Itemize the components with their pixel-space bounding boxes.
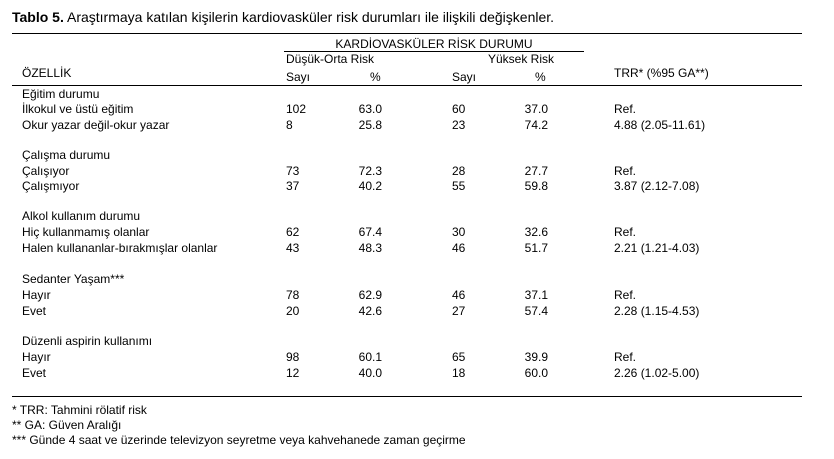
group-title: Düzenli aspirin kullanımı [22, 334, 153, 348]
low-percent: 40.0 [358, 366, 382, 380]
row-label: Evet [22, 366, 47, 380]
low-percent: 25.8 [358, 118, 382, 132]
risk-group-header: KARDİOVASKÜLER RİSK DURUMU [335, 37, 533, 51]
trr-value: 2.28 (1.15-4.53) [614, 304, 700, 318]
feature-column-header: ÖZELLİK [22, 66, 72, 80]
low-percent: 62.9 [358, 288, 382, 302]
high-count: 46 [452, 288, 466, 302]
trr-value: 4.88 (2.05-11.61) [614, 118, 706, 132]
low-count: 8 [286, 118, 293, 132]
header-rule [12, 85, 802, 86]
high-count: 23 [452, 118, 466, 132]
top-rule [12, 33, 802, 34]
group-title: Sedanter Yaşam*** [22, 272, 125, 286]
row-label: Okur yazar değil-okur yazar [22, 118, 170, 132]
footnote: *** Günde 4 saat ve üzerinde televizyon seyretme veya kahvehanede zaman geçirme [12, 433, 466, 447]
low-count: 78 [286, 288, 300, 302]
group-title: Alkol kullanım durumu [22, 209, 141, 223]
trr-value: 2.21 (1.21-4.03) [614, 241, 700, 255]
group-title: Çalışma durumu [22, 148, 111, 162]
low-count: 102 [286, 102, 307, 116]
trr-value: Ref. [614, 350, 637, 364]
low-percent: 63.0 [358, 102, 382, 116]
high-percent: 37.0 [524, 102, 548, 116]
row-label: Halen kullananlar-bırakmışlar olanlar [22, 241, 218, 255]
row-label: Evet [22, 304, 47, 318]
trr-value: 3.87 (2.12-7.08) [614, 179, 700, 193]
low-count: 62 [286, 225, 300, 239]
high-count-header: Sayı [452, 70, 477, 84]
row-label: İlkokul ve üstü eğitim [22, 102, 134, 116]
table-title: Araştırmaya katılan kişilerin kardiovasküler risk durumları ile ilişkili değişkenler. [63, 9, 555, 25]
high-percent: 39.9 [524, 350, 548, 364]
high-count: 55 [452, 179, 466, 193]
high-percent-header: % [535, 70, 546, 84]
high-percent: 74.2 [524, 118, 548, 132]
low-percent: 40.2 [358, 179, 382, 193]
high-percent: 57.4 [524, 304, 548, 318]
high-percent: 27.7 [524, 164, 548, 178]
trr-value: Ref. [614, 288, 637, 302]
high-count: 46 [452, 241, 466, 255]
high-count: 18 [452, 366, 466, 380]
low-mid-risk-header: Düşük-Orta Risk [286, 52, 375, 66]
trr-value: Ref. [614, 225, 637, 239]
low-percent: 67.4 [358, 225, 382, 239]
table-caption [12, 8, 554, 26]
high-percent: 59.8 [524, 179, 548, 193]
low-count: 12 [286, 366, 300, 380]
low-percent: 48.3 [358, 241, 382, 255]
low-percent: 60.1 [358, 350, 382, 364]
low-count: 73 [286, 164, 300, 178]
high-percent: 51.7 [524, 241, 548, 255]
high-percent: 32.6 [524, 225, 548, 239]
high-percent: 60.0 [524, 366, 548, 380]
trr-value: Ref. [614, 164, 637, 178]
high-count: 28 [452, 164, 466, 178]
high-count: 60 [452, 102, 466, 116]
low-count: 43 [286, 241, 300, 255]
low-percent-header: % [370, 70, 381, 84]
table-number: Tablo 5. [12, 9, 64, 25]
footnote: * TRR: Tahmini rölatif risk [12, 403, 147, 417]
row-label: Hayır [22, 350, 51, 364]
low-count: 37 [286, 179, 300, 193]
row-label: Hayır [22, 288, 51, 302]
group-title: Eğitim durumu [22, 87, 100, 101]
bottom-rule [12, 396, 802, 397]
low-count-header: Sayı [286, 70, 311, 84]
row-label: Hiç kullanmamış olanlar [22, 225, 150, 239]
low-percent: 72.3 [358, 164, 382, 178]
row-label: Çalışıyor [22, 164, 70, 178]
high-percent: 37.1 [524, 288, 548, 302]
high-risk-header: Yüksek Risk [488, 52, 555, 66]
footnote: ** GA: Güven Aralığı [12, 418, 122, 432]
low-count: 98 [286, 350, 300, 364]
trr-column-header: TRR* (%95 GA**) [614, 66, 709, 80]
trr-value: Ref. [614, 102, 637, 116]
high-count: 30 [452, 225, 466, 239]
row-label: Çalışmıyor [22, 179, 80, 193]
trr-value: 2.26 (1.02-5.00) [614, 366, 700, 380]
low-percent: 42.6 [358, 304, 382, 318]
low-count: 20 [286, 304, 300, 318]
high-count: 65 [452, 350, 466, 364]
high-count: 27 [452, 304, 466, 318]
